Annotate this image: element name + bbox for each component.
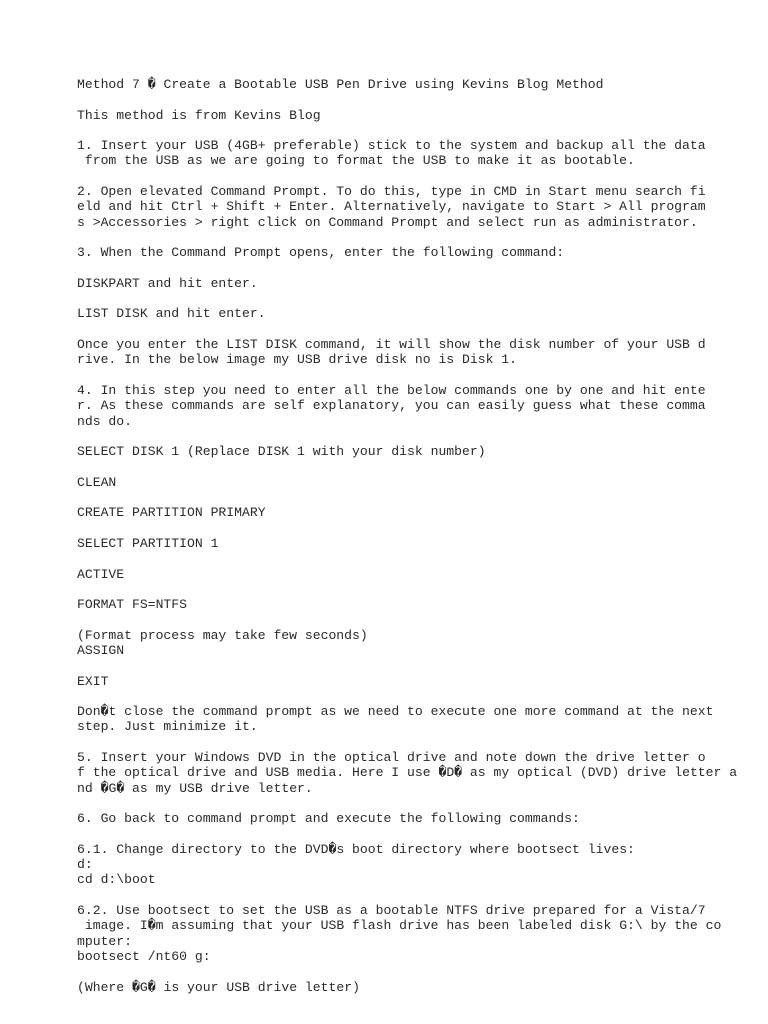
step-6: 6. Go back to command prompt and execute the following commands: xyxy=(77,811,580,827)
command-exit: EXIT xyxy=(77,673,109,689)
method-title: Method 7 � Create a Bootable USB Pen Drive using Kevins Blog Method xyxy=(77,77,604,92)
command-select-partition: SELECT PARTITION 1 xyxy=(77,535,219,551)
command-select-disk: SELECT DISK 1 (Replace DISK 1 with your disk number) xyxy=(77,444,486,460)
step-2: 2. Open elevated Command Prompt. To do this, type in CMD in Start menu search fi eld and hit Ctrl + Shift + Enter. Alternatively, navigate to Start > All program s >Accessories > right click on Command Prompt and select run as administrator. xyxy=(77,184,706,230)
command-active: ACTIVE xyxy=(77,566,125,582)
drive-letter-note: (Where �G� is your USB drive letter) xyxy=(77,979,360,995)
source-note: This method is from Kevins Blog xyxy=(77,107,321,123)
command-clean: CLEAN xyxy=(77,474,117,490)
step-6-1: 6.1. Change directory to the DVD�s boot directory where bootsect lives: d: cd d:\boot xyxy=(77,841,635,888)
command-diskpart: DISKPART and hit enter. xyxy=(77,275,258,291)
step-6-2: 6.2. Use bootsect to set the USB as a bootable NTFS drive prepared for a Vista/7 image. I�m assuming that your USB flash drive has been labeled disk G:\ by the co mputer: bootsect /nt60 g: xyxy=(77,903,722,964)
step-3: 3. When the Command Prompt opens, enter the following command: xyxy=(77,245,565,261)
command-assign: ASSIGN xyxy=(77,642,125,658)
format-note: (Format process may take few seconds) xyxy=(77,627,368,643)
command-format: FORMAT FS=NTFS xyxy=(77,597,188,613)
command-list-disk: LIST DISK and hit enter. xyxy=(77,306,266,322)
document-page xyxy=(77,77,747,1010)
minimize-note: Don�t close the command prompt as we need to execute one more command at the next step. Just minimize it. xyxy=(77,704,714,735)
step-1: 1. Insert your USB (4GB+ preferable) stick to the system and backup all the data from the USB as we are going to format the USB to make it as bootable. xyxy=(77,138,706,169)
command-create-partition: CREATE PARTITION PRIMARY xyxy=(77,505,266,521)
list-disk-explanation: Once you enter the LIST DISK command, it will show the disk number of your USB d rive. In the below image my USB drive disk no is Disk 1. xyxy=(77,337,706,368)
step-4: 4. In this step you need to enter all the below commands one by one and hit ente r. As these commands are self explanatory, you can easily guess what these comma nds do. xyxy=(77,382,706,429)
step-5: 5. Insert your Windows DVD in the optical drive and note down the drive letter o f the optical drive and USB media. Here I use �D� as my optical (DVD) drive letter a nd �G� as my USB drive letter. xyxy=(77,750,738,796)
